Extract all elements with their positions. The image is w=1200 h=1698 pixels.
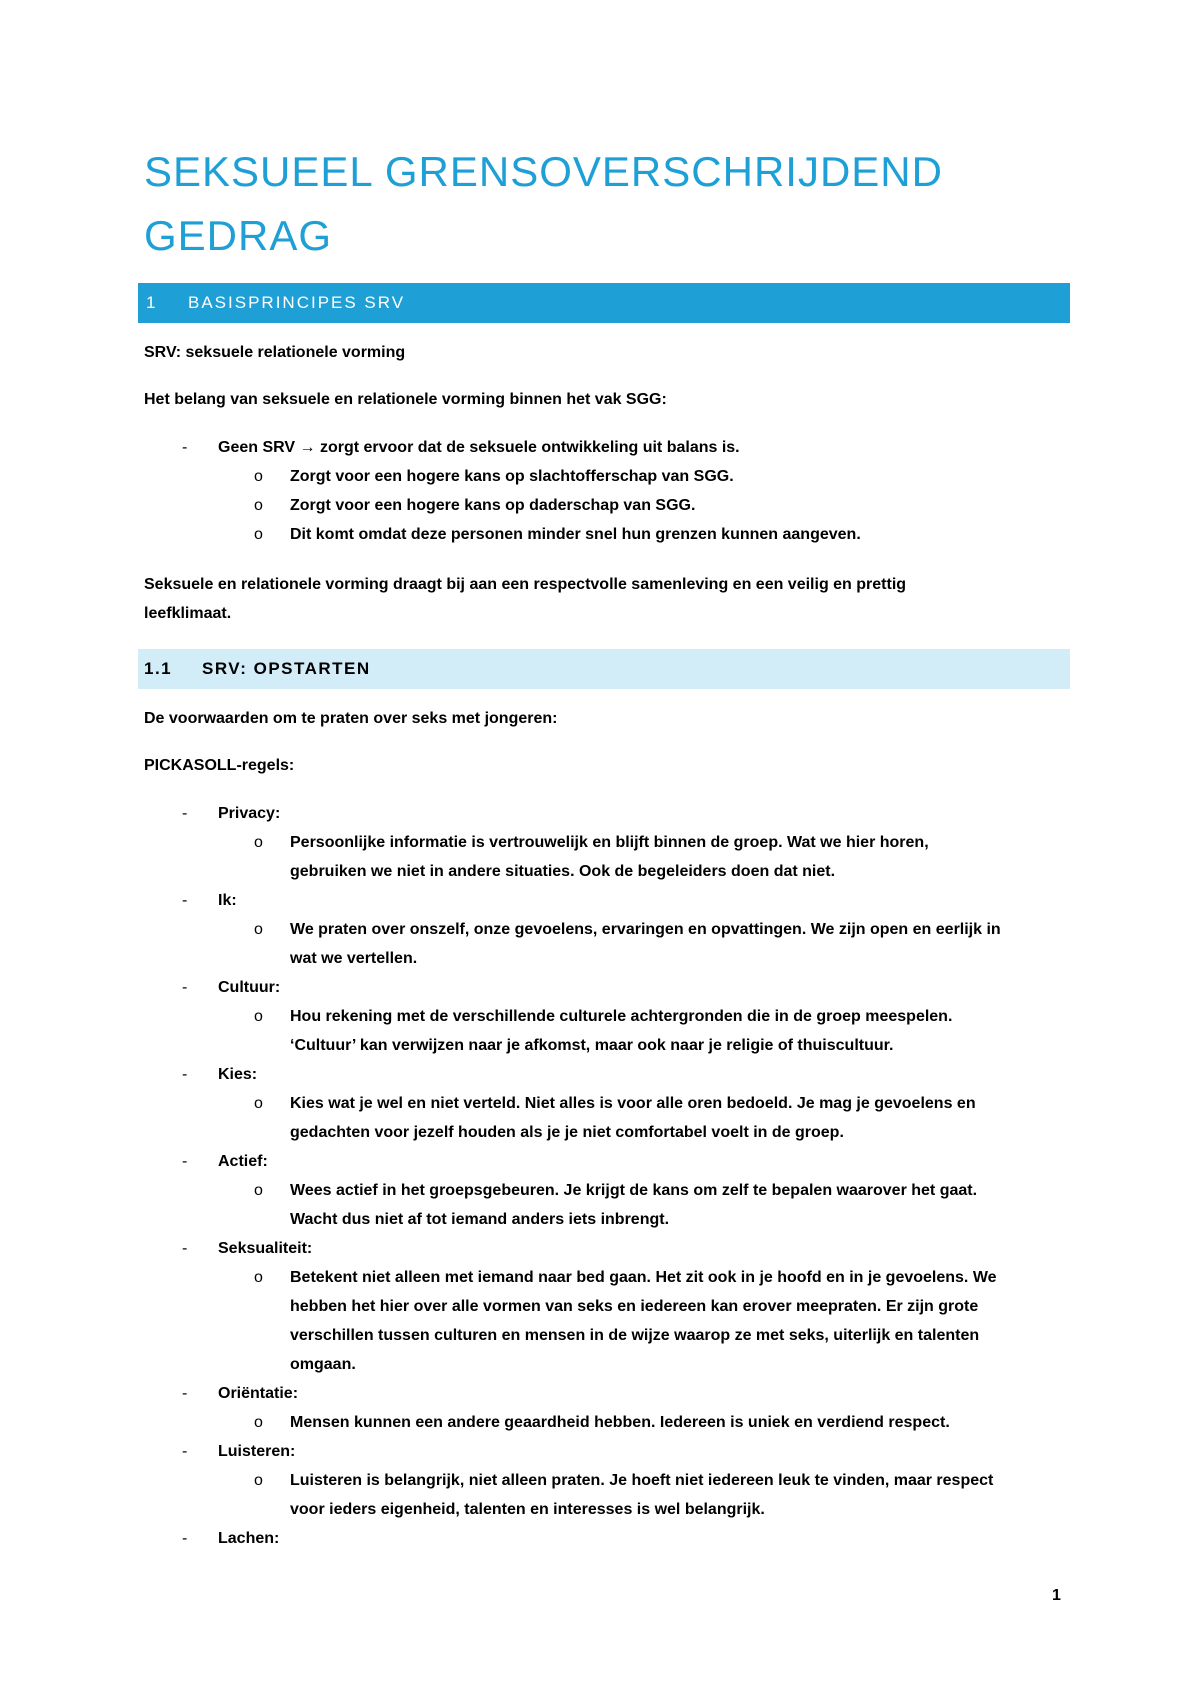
- rule-text-line: gebruiken we niet in andere situaties. Ook de begeleiders doen dat niet.: [290, 863, 836, 880]
- rule-text-line: Wacht dus niet af tot iemand anders iets inbrengt.: [290, 1211, 670, 1228]
- page-number: 1: [1052, 1587, 1061, 1604]
- bullet-marker: o: [254, 1095, 263, 1112]
- belang-paragraph: Het belang van seksuele en relationele vorming binnen het vak SGG:: [144, 391, 667, 408]
- rule-text-line: Wees actief in het groepsgebeuren. Je krijgt de kans om zelf te bepalen waarover het gaat.: [290, 1182, 978, 1199]
- section-number: 1.1: [144, 659, 173, 678]
- dash-marker: -: [182, 1240, 188, 1257]
- dash-marker: -: [182, 892, 188, 909]
- rule-text-line: Mensen kunnen een andere geaardheid hebben. Iedereen is uniek en verdiend respect.: [290, 1414, 950, 1431]
- section-label: BASISPRINCIPES SRV: [188, 293, 406, 312]
- sub-list-item: Zorgt voor een hogere kans op daderschap van SGG.: [290, 497, 696, 514]
- dash-marker: -: [182, 439, 188, 456]
- rule-name: Cultuur:: [218, 979, 281, 996]
- rule-name: Oriëntatie:: [218, 1385, 299, 1402]
- rule-name: Kies:: [218, 1066, 258, 1083]
- paragraph-line: leefklimaat.: [144, 605, 232, 622]
- dash-marker: -: [182, 1153, 188, 1170]
- rule-text-line: Persoonlijke informatie is vertrouwelijk en blijft binnen de groep. Wat we hier horen,: [290, 834, 929, 851]
- section-heading-1-1: [138, 649, 1070, 689]
- sub-list-item: Dit komt omdat deze personen minder snel hun grenzen kunnen aangeven.: [290, 526, 861, 543]
- rule-name: Lachen:: [218, 1530, 280, 1547]
- rule-text-line: hebben het hier over alle vormen van seks en iedereen kan erover meepraten. Er zijn grote: [290, 1298, 979, 1315]
- bullet-marker: o: [254, 1472, 263, 1489]
- rule-name: Actief:: [218, 1153, 268, 1170]
- bullet-marker: o: [254, 497, 263, 514]
- rule-text-line: omgaan.: [290, 1356, 356, 1373]
- bullet-marker: o: [254, 468, 263, 485]
- document-title: SEKSUEEL GRENSOVERSCHRIJDEND GEDRAG: [144, 148, 943, 259]
- rule-text-line: gedachten voor jezelf houden als je je niet comfortabel voelt in de groep.: [290, 1124, 844, 1141]
- bullet-marker: o: [254, 526, 263, 543]
- rule-text-line: voor ieders eigenheid, talenten en interesses is wel belangrijk.: [290, 1501, 765, 1518]
- rule-name: Ik:: [218, 892, 237, 909]
- bullet-marker: o: [254, 1182, 263, 1199]
- section-number: 1: [146, 293, 158, 312]
- section-label: SRV: OPSTARTEN: [202, 659, 371, 678]
- rule-text-line: ‘Cultuur’ kan verwijzen naar je afkomst, maar ook naar je religie of thuiscultuur.: [290, 1037, 894, 1054]
- rule-name: Luisteren:: [218, 1443, 296, 1460]
- rule-text-line: Kies wat je wel en niet verteld. Niet alles is voor alle oren bedoeld. Je mag je gevoelens en: [290, 1095, 976, 1112]
- dash-marker: -: [182, 1385, 188, 1402]
- dash-marker: -: [182, 979, 188, 996]
- bullet-marker: o: [254, 921, 263, 938]
- pickasoll-heading: PICKASOLL-regels:: [144, 757, 295, 774]
- bullet-marker: o: [254, 834, 263, 851]
- rule-text-line: Hou rekening met de verschillende culturele achtergronden die in de groep meespelen.: [290, 1008, 953, 1025]
- dash-marker: -: [182, 1066, 188, 1083]
- rule-text-line: We praten over onszelf, onze gevoelens, ervaringen en opvattingen. We zijn open en eerlijk in: [290, 921, 1001, 938]
- bullet-marker: o: [254, 1008, 263, 1025]
- rule-text-line: Luisteren is belangrijk, niet alleen praten. Je hoeft niet iedereen leuk te vinden, maar respect: [290, 1472, 994, 1489]
- list-item: Geen SRV → zorgt ervoor dat de seksuele ontwikkeling uit balans is.: [218, 439, 740, 456]
- dash-marker: -: [182, 1530, 188, 1547]
- dash-marker: -: [182, 1443, 188, 1460]
- rule-name: Privacy:: [218, 805, 281, 822]
- dash-marker: -: [182, 805, 188, 822]
- bullet-marker: o: [254, 1269, 263, 1286]
- rule-text-line: verschillen tussen culturen en mensen in de wijze waarop ze met seks, uiterlijk en talenten: [290, 1327, 980, 1344]
- voorwaarden-paragraph: De voorwaarden om te praten over seks met jongeren:: [144, 710, 558, 727]
- sub-list-item: Zorgt voor een hogere kans op slachtofferschap van SGG.: [290, 468, 734, 485]
- section-heading-1: [138, 283, 1070, 323]
- bullet-marker: o: [254, 1414, 263, 1431]
- srv-definition: SRV: seksuele relationele vorming: [144, 344, 406, 361]
- rule-name: Seksualiteit:: [218, 1240, 313, 1257]
- rule-text-line: Betekent niet alleen met iemand naar bed gaan. Het zit ook in je hoofd en in je gevoelens. We: [290, 1269, 997, 1286]
- paragraph-line: Seksuele en relationele vorming draagt bij aan een respectvolle samenleving en een veilig en prettig: [144, 576, 907, 593]
- rule-text-line: wat we vertellen.: [290, 950, 418, 967]
